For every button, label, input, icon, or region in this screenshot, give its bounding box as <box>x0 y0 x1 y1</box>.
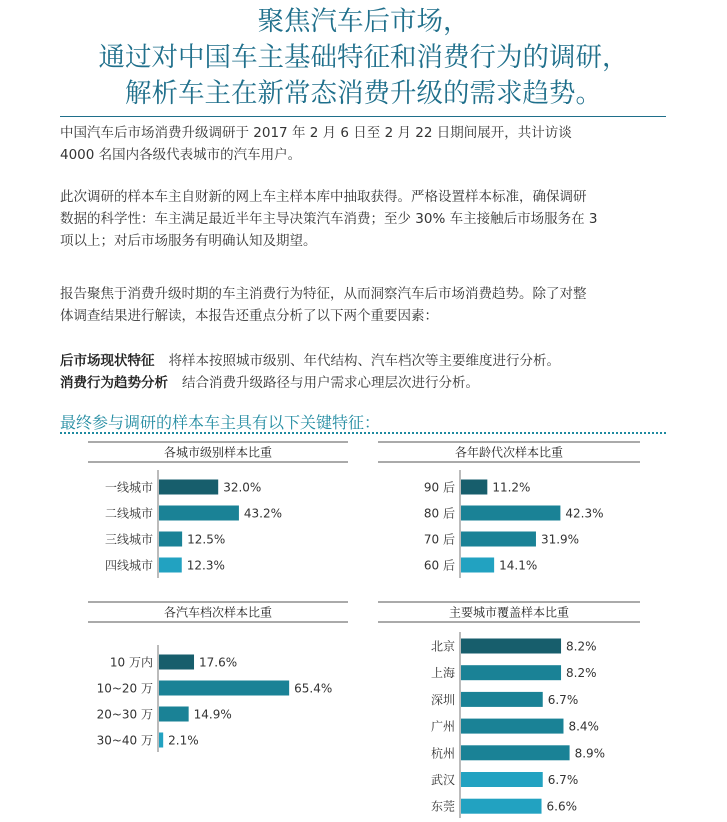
bar <box>159 506 239 521</box>
data-label: 8.4% <box>568 719 599 734</box>
paragraph-line: 4000 名国内各级代表城市的汽车用户。 <box>60 147 302 163</box>
category-label: 武汉 <box>430 773 455 787</box>
category-label: 90 后 <box>423 480 455 495</box>
data-label: 43.2% <box>243 506 283 521</box>
bar <box>159 532 182 547</box>
factor-label: 后市场现状特征 <box>60 353 155 369</box>
bar <box>461 506 560 521</box>
category-label: 一线城市 <box>104 480 153 495</box>
category-label: 杭州 <box>430 746 455 761</box>
paragraph-line: 中国汽车后市场消费升级调研于 2017 年 2 月 6 日至 2 月 22 日期间展开，共计访谈 <box>60 125 572 141</box>
data-label: 32.0% <box>223 480 262 495</box>
title-line-3: 解析车主在新常态消费升级的需求趋势。 <box>125 78 602 109</box>
title-line-1: 聚焦汽车后市场， <box>257 6 470 37</box>
data-label: 8.2% <box>566 639 597 654</box>
data-label: 14.1% <box>499 558 538 573</box>
bar <box>159 707 189 722</box>
bar <box>461 719 563 734</box>
paragraph-line: 报告聚焦于消费升级时期的车主消费行为特征，从而洞察汽车后市场消费趋势。除了对整 <box>60 286 587 302</box>
category-label: 20~30 万 <box>96 707 153 722</box>
category-label: 80 后 <box>423 506 455 521</box>
category-label: 上海 <box>430 666 455 681</box>
bar <box>159 733 163 748</box>
data-label: 8.9% <box>574 746 606 761</box>
category-label: 10~20 万 <box>96 681 153 696</box>
data-label: 12.3% <box>186 558 225 573</box>
data-label: 8.2% <box>566 666 597 681</box>
data-label: 2.1% <box>168 733 199 748</box>
bar <box>159 480 218 495</box>
paragraph-line: 体调查结果进行解读，本报告还重点分析了以下两个重要因素： <box>60 308 438 324</box>
bar-chart-4 <box>378 602 640 818</box>
category-label: 30~40 万 <box>96 733 153 748</box>
factor-text: 结合消费升级路径与用户需求心理层次进行分析。 <box>182 375 479 391</box>
bar <box>159 655 194 670</box>
data-label: 42.3% <box>565 506 604 521</box>
category-label: 广州 <box>430 719 455 734</box>
category-label: 深圳 <box>430 692 455 707</box>
category-label: 东莞 <box>430 799 455 814</box>
paragraph-line: 项以上；对后市场服务有明确认知及期望。 <box>60 233 317 249</box>
chart-title: 各城市级别样本比重 <box>163 445 273 460</box>
bar <box>461 799 542 814</box>
bar <box>461 745 570 760</box>
bar <box>159 558 182 573</box>
chart-title: 主要城市覆盖样本比重 <box>448 605 570 620</box>
category-label: 三线城市 <box>104 532 153 547</box>
section-subheading: 最终参与调研的样本车主具有以下关键特征： <box>60 413 381 432</box>
bar <box>461 480 487 495</box>
category-label: 60 后 <box>423 558 455 573</box>
bar <box>461 665 561 680</box>
category-label: 二线城市 <box>104 506 153 521</box>
bar <box>461 639 561 654</box>
paragraph-line: 此次调研的样本车主自财新的网上车主样本库中抽取获得。严格设置样本标准，确保调研 <box>60 189 587 205</box>
data-label: 6.7% <box>547 773 579 787</box>
data-label: 14.9% <box>193 707 232 722</box>
category-label: 北京 <box>430 639 455 654</box>
bar-chart-1 <box>88 442 348 578</box>
data-label: 6.7% <box>547 692 579 707</box>
bar <box>461 558 494 573</box>
data-label: 65.4% <box>294 681 333 696</box>
bar <box>461 532 536 547</box>
data-label: 6.6% <box>546 799 578 814</box>
title-line-2: 通过对中国车主基础特征和消费行为的调研， <box>98 42 629 73</box>
data-label: 31.9% <box>540 532 580 547</box>
paragraph-line: 数据的科学性：车主满足最近半年主导决策汽车消费；至少 30% 车主接触后市场服务在 3 <box>60 211 598 227</box>
factor-text: 将样本按照城市级别、年代结构、汽车档次等主要维度进行分析。 <box>168 353 560 369</box>
chart-title: 各年龄代次样本比重 <box>454 445 564 460</box>
chart-title: 各汽车档次样本比重 <box>163 605 273 620</box>
category-label: 70 后 <box>423 532 455 547</box>
data-label: 17.6% <box>199 655 238 670</box>
bar <box>159 681 289 696</box>
data-label: 12.5% <box>187 532 226 547</box>
factor-label: 消费行为趋势分析 <box>60 375 168 391</box>
category-label: 10 万内 <box>109 655 153 670</box>
bar <box>461 692 543 707</box>
bar-chart-2 <box>378 442 640 578</box>
bar <box>461 772 543 787</box>
bar-chart-3 <box>88 602 348 752</box>
data-label: 11.2% <box>492 480 531 495</box>
category-label: 四线城市 <box>104 558 153 573</box>
